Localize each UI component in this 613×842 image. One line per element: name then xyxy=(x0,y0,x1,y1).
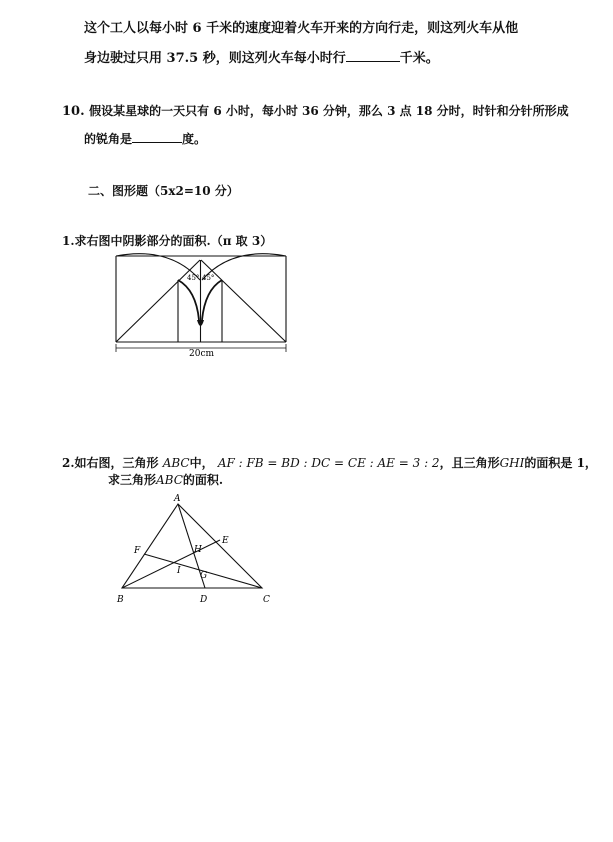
problem1-figure xyxy=(110,250,295,360)
problem2-figure xyxy=(110,490,285,610)
p1-center-notch xyxy=(197,320,204,326)
q9-line-1: 这个工人以每小时 6 千米的速度迎着火车开来的方向行走，则这列火车从他 xyxy=(84,21,519,36)
section2-heading: 二、图形题（5x2=10 分） xyxy=(88,184,239,198)
p1-inner-right-arc xyxy=(202,280,222,320)
q10-number: 10. xyxy=(62,104,85,119)
p2-label-e: E xyxy=(222,536,229,546)
q9-line-2: 身边驶过只用 37.5 秒，则这列火车每小时行 千米。 xyxy=(84,51,439,66)
problem2-line-1: 2.如右图，三角形 ABC中， AF : FB = BD : DC = CE : AE = 3 : 2，且三角形GHI的面积是 1， xyxy=(62,456,597,470)
p2-label-h: H xyxy=(194,545,202,555)
p1-dimension-label: 20cm xyxy=(189,349,215,359)
p1-inner-left-arc xyxy=(178,280,199,320)
p1-left-diagonal xyxy=(116,260,200,342)
p2-label-b: B xyxy=(117,595,124,605)
p1-right-diagonal xyxy=(201,260,286,342)
p1-right-arc xyxy=(202,254,286,280)
p2-label-f: F xyxy=(134,546,141,556)
p2-label-i: I xyxy=(177,566,181,576)
p2-label-g: G xyxy=(200,571,208,581)
q10-line-2: 的锐角是 度。 xyxy=(84,132,207,146)
problem2-line-2: 求三角形ABC的面积. xyxy=(108,473,224,487)
p2-label-a: A xyxy=(174,494,181,504)
p2-label-d: D xyxy=(200,595,208,605)
p1-angle-right-label: 45° xyxy=(202,274,215,282)
q10-answer-blank[interactable] xyxy=(132,130,182,143)
p1-angle-left-label: 45° xyxy=(187,274,200,282)
problem1-text: 1.求右图中阴影部分的面积.（π 取 3） xyxy=(62,234,273,248)
q10-line-1: 10. 假设某星球的一天只有 6 小时，每小时 36 分钟，那么 3 点 18 分时，时针和分针所形成 xyxy=(62,104,569,119)
p2-label-c: C xyxy=(263,595,270,605)
q9-answer-blank[interactable] xyxy=(346,49,400,62)
